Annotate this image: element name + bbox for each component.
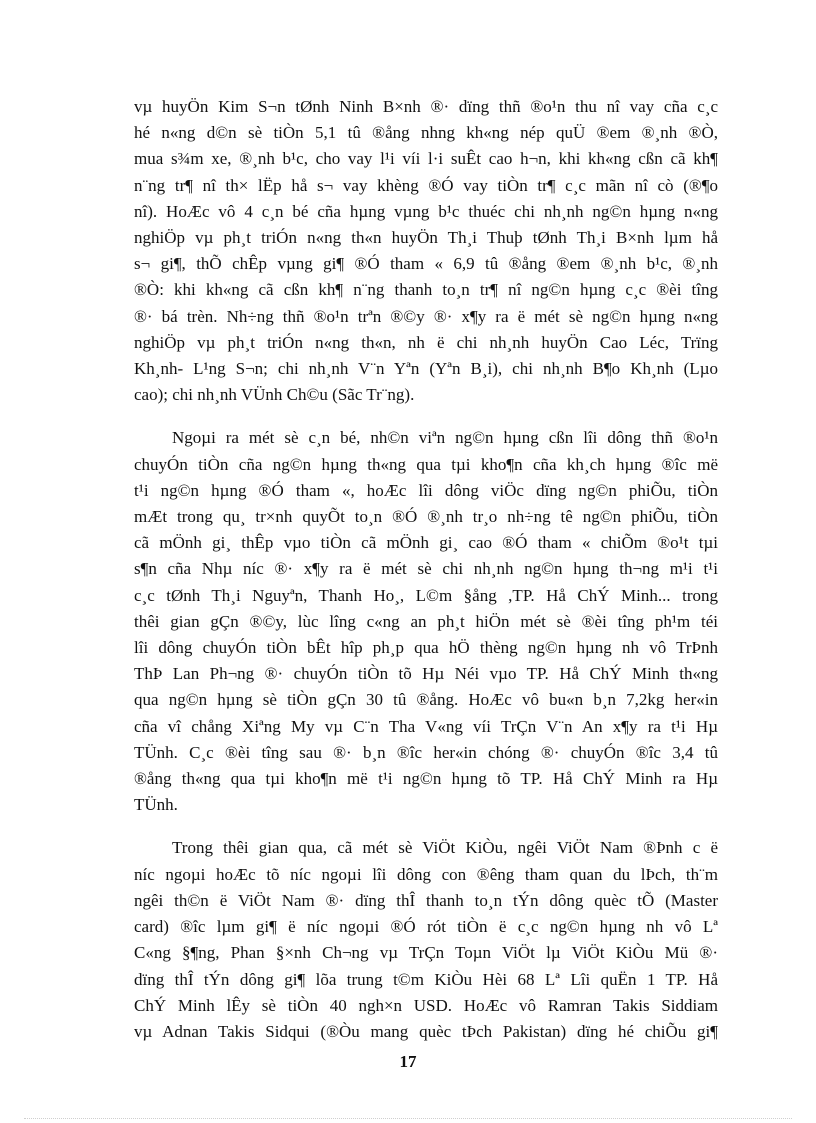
text-line: n¨ng tr¶ nî th× lËp hå s¬ vay khèng ®Ó vay tiÒn tr¶ c¸c mãn nî cò (®¶o xyxy=(134,175,718,195)
text-line: cao); chi nh¸nh VÜnh Ch©u (Sãc Tr¨ng). xyxy=(134,385,415,405)
text-line: Kh¸nh- L¹ng S¬n; chi nh¸nh V¨n Yªn (Yªn B¸i), chi nh¸nh B¶o Kh¸nh (Lµo xyxy=(134,359,718,379)
paragraph-spacer xyxy=(134,408,718,425)
text-line: mÆt trong qu¸ tr×nh quyÕt to¸n ®Ó ®¸nh tr¸o nh÷ng tê ng©n phiÕu, tiÒn xyxy=(134,507,718,527)
text-line: Trong thêi gian qua, cã mét sè ViÖt KiÒu, ngêi ViÖt Nam ®Þnh c ë xyxy=(172,838,718,858)
text-line: níc ngoµi hoÆc tõ níc ngoµi lîi dông con ®êng tham quan du lÞch, th¨m xyxy=(134,864,718,884)
text-line: s¶n cña Nhµ níc ®· x¶y ra ë mét sè chi nh¸nh ng©n hµng th¬ng m¹i t¹i xyxy=(134,559,718,579)
text-line: nî). HoÆc vô 4 c¸n bé cña hµng vµng b¹c thuéc chi nh¸nh ng©n hµng n«ng xyxy=(134,201,718,221)
text-line: t¹i ng©n hµng ®Ó tham «, hoÆc lîi dông viÖc dïng ng©n phiÕu, tiÒn xyxy=(134,480,718,500)
text-line: qua ng©n hµng sè tiÒn gÇn 30 tû ®ång. HoÆc vô bu«n b¸n 7,2kg her«in xyxy=(134,690,718,710)
text-line: nghiÖp vµ ph¸t triÓn n«ng th«n huyÖn Th¸i Thuþ tØnh Th¸i B×nh lµm hå xyxy=(134,228,718,248)
paragraph-3 xyxy=(134,835,718,1045)
text-line: thêi gian gÇn ®©y, lùc lîng c«ng an ph¸t hiÖn mét sè ®èi tîng ph¹m téi xyxy=(134,611,718,631)
text-line: ngêi th©n ë ViÖt Nam ®· dïng thÎ thanh to¸n tÝn dông quèc tÕ (Master xyxy=(134,890,718,910)
text-line: dïng thÎ tÝn dông gi¶ lõa trung t©m KiÒu Hèi 68 Lª Lîi quËn 1 TP. Hå xyxy=(134,969,718,989)
text-line: ThÞ Lan Ph¬ng ®· chuyÓn tiÒn tõ Hµ Néi vµo TP. Hå ChÝ Minh th«ng xyxy=(134,664,718,684)
text-line: s¬ gi¶, thÕ chÊp vµng gi¶ ®Ó tham « 6,9 tû ®ång ®em ®¸nh b¹c, ®¸nh xyxy=(134,254,718,274)
text-line: ®· bá trèn. Nh÷ng thñ ®o¹n trªn ®©y ®· x¶y ra ë mét sè ng©n hµng n«ng xyxy=(134,306,718,326)
page-number: 17 xyxy=(399,1052,417,1071)
text-line: cã mÖnh gi¸ thÊp vµo tiÒn cã mÖnh gi¸ cao ®Ó tham « chiÕm ®o¹t tµi xyxy=(134,533,718,553)
text-line: nghiÖp vµ ph¸t triÓn n«ng th«n, nh ë chi nh¸nh huyÖn Cao Léc, Trïng xyxy=(134,332,718,352)
text-line: C«ng §¶ng, Phan §×nh Ch¬ng vµ TrÇn Toµn ViÖt lµ ViÖt KiÒu Mü ®· xyxy=(134,943,718,963)
body-text xyxy=(134,94,718,1045)
text-line: hé n«ng d©n sè tiÒn 5,1 tû ®ång nhng kh«ng nép quÜ ®em ®¸nh ®Ò, xyxy=(134,123,718,143)
text-line: card) ®îc lµm gi¶ ë níc ngoµi ®Ó rót tiÒn ë c¸c ng©n hµng nh vô Lª xyxy=(134,917,718,937)
paragraph-2 xyxy=(134,425,718,818)
text-line: chuyÓn tiÒn cña ng©n hµng th«ng qua tµi kho¶n cña kh¸ch hµng ®îc më xyxy=(134,454,718,474)
text-line: cña vî chång Xiªng My vµ C¨n Tha V«ng víi TrÇn V¨n An x¶y ra t¹i Hµ xyxy=(134,716,718,736)
text-line: mua s¾m xe, ®¸nh b¹c, cho vay l¹i víi l·i suÊt cao h¬n, khi kh«ng cßn cã kh¶ xyxy=(134,149,718,169)
text-line: TÜnh. xyxy=(134,795,178,815)
text-line: ChÝ Minh lÊy sè tiÒn 40 ngh×n USD. HoÆc vô Ramran Takis Siddiam xyxy=(134,995,718,1015)
text-line: ®Ò: khi kh«ng cã cßn kh¶ n¨ng thanh to¸n tr¶ nî ng©n hµng c¸c ®èi tîng xyxy=(134,280,718,300)
text-line: vµ Adnan Takis Sidqui (®Òu mang quèc tÞch Pakistan) dïng hé chiÕu gi¶ xyxy=(134,1021,718,1041)
paragraph-spacer xyxy=(134,818,718,835)
text-line: TÜnh. C¸c ®èi tîng sau ®· b¸n ®îc her«in chóng ®· chuyÓn ®îc 3,4 tû xyxy=(134,742,718,762)
text-line: Ngoµi ra mét sè c¸n bé, nh©n viªn ng©n hµng cßn lîi dông thñ ®o¹n xyxy=(172,428,718,448)
page-bottom-divider xyxy=(24,1118,792,1119)
text-line: ®ång th«ng qua tµi kho¶n më t¹i ng©n hµng tõ TP. Hå ChÝ Minh ra Hµ xyxy=(134,769,718,789)
text-line: c¸c tØnh Th¸i Nguyªn, Thanh Ho¸, L©m §ång ,TP. Hå ChÝ Minh... trong xyxy=(134,585,718,605)
text-line: vµ huyÖn Kim S¬n tØnh Ninh B×nh ®· dïng thñ ®o¹n thu nî vay cña c¸c xyxy=(134,97,718,116)
paragraph-1 xyxy=(134,94,718,408)
text-line: lîi dông chuyÓn tiÒn bÊt hîp ph¸p qua hÖ thèng ng©n hµng nh vô TrÞnh xyxy=(134,638,718,658)
